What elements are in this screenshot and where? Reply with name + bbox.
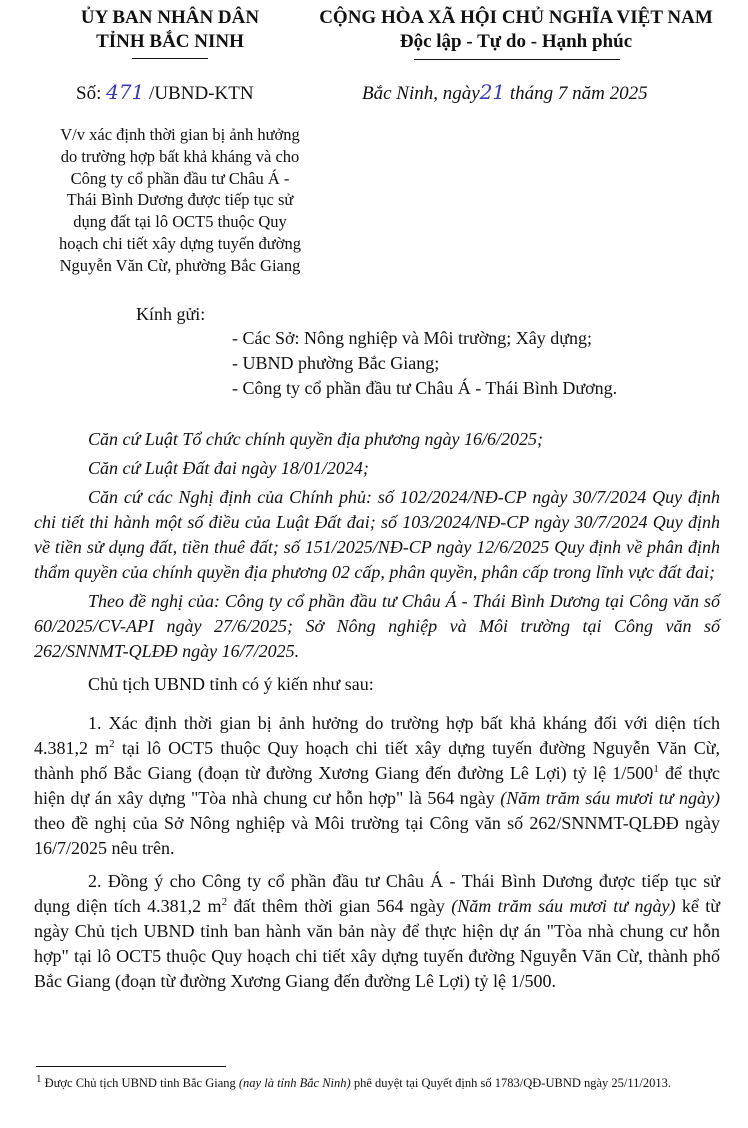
authority-underline — [132, 58, 208, 59]
item-2-text: kể từ ngày Chủ tịch UBND tỉnh ban hành văn bản này để thực hiện dự án "Tòa nhà chung cư hỗn hợp" tại lô OCT5 thuộc Quy hoạch chi tiết xây dựng tuyến đường Nguyễn Văn Cừ, thành phố Bắc Giang (đoạn từ đường Xương Giang đến đường Lê Lợi) tỷ lệ 1/500. — [34, 896, 721, 991]
document-date — [362, 80, 648, 105]
intro-paragraph: Chủ tịch UBND tỉnh có ý kiến như sau: — [88, 674, 374, 694]
footnote-text: Được Chủ tịch UBND tỉnh Bắc Giang — [41, 1076, 239, 1090]
date-place: Bắc Ninh, ngày — [362, 83, 480, 104]
subject-line: hoạch chi tiết xây dựng tuyến đường — [59, 233, 301, 253]
item-2-area-superscript: 2 — [221, 896, 228, 908]
subject-block — [36, 124, 324, 277]
legal-basis-4: Theo đề nghị của: Công ty cổ phần đầu tư Châu Á - Thái Bình Dương tại Công văn số 60/2025/CV-API ngày 27/6/2025; Sở Nông nghiệp và Môi trường tại Công văn số 262/SNNMT-QLĐĐ ngày 16/7/2025. — [34, 591, 720, 661]
country-name: CỘNG HÒA XÃ HỘI CHỦ NGHĨA VIỆT NAM — [319, 7, 713, 28]
subject-line: V/v xác định thời gian bị ảnh hưởng — [60, 125, 300, 144]
recipient-item: - UBND phường Bắc Giang; — [232, 353, 440, 373]
item-1-area-superscript: 2 — [109, 738, 115, 750]
recipients-label: Kính gửi: — [136, 304, 206, 324]
national-motto — [296, 6, 736, 54]
item-2-italic: (Năm trăm sáu mươi tư ngày) — [451, 896, 676, 916]
footnote-reference: 1 — [653, 763, 659, 775]
number-suffix: /UBND-KTN — [149, 83, 254, 104]
document-number — [76, 80, 254, 105]
motto: Độc lập - Tự do - Hạnh phúc — [399, 31, 633, 52]
item-1-text: để thực hiện dự án xây dựng "Tòa nhà chung cư hỗn hợp" là 564 ngày — [34, 763, 720, 808]
recipient-item: - Công ty cổ phần đầu tư Châu Á - Thái Bình Dương. — [232, 378, 618, 398]
item-1-text: theo đề nghị của Sở Nông nghiệp và Môi trường tại Công văn số 262/SNNMT-QLĐĐ ngày 16/7/2025 nêu trên. — [34, 813, 720, 858]
recipients-list — [232, 326, 712, 401]
footnote-text: phê duyệt tại Quyết định số 1783/QĐ-UBND ngày 25/11/2013. — [350, 1076, 672, 1090]
authority-line-2: TỈNH BẮC NINH — [96, 31, 244, 52]
footnote-italic: (nay là tỉnh Bắc Ninh) — [238, 1076, 351, 1090]
item-1-italic: (Năm trăm sáu mươi tư ngày) — [500, 788, 720, 808]
legal-basis-1: Căn cứ Luật Tổ chức chính quyền địa phương ngày 16/6/2025; — [88, 429, 544, 449]
subject-line: Nguyễn Văn Cừ, phường Bắc Giang — [59, 255, 301, 275]
legal-basis-3: Căn cứ các Nghị định của Chính phủ: số 102/2024/NĐ-CP ngày 30/7/2024 Quy định chi tiết thi hành một số điều của Luật Đất đai; số 103/2024/NĐ-CP ngày 30/7/2024 Quy định về tiền sử dụng đất, tiền thuê đất; số 151/2025/NĐ-CP ngày 12/6/2025 Quy định về phân định thẩm quyền của chính quyền địa phương 02 cấp, phân quyền, phân cấp trong lĩnh vực đất đai; — [34, 487, 720, 582]
issuing-authority — [60, 6, 280, 54]
recipient-item: - Các Sở: Nông nghiệp và Môi trường; Xây dựng; — [232, 328, 593, 348]
authority-line-1: ỦY BAN NHÂN DÂN — [80, 7, 260, 28]
item-2-text: 2. Đồng ý cho Công ty cổ phần đầu tư Châu Á - Thái Bình Dương được tiếp tục sử dụng diện tích 4.381,2 m — [34, 871, 720, 916]
footnote-separator — [36, 1066, 226, 1067]
item-1 — [34, 711, 720, 861]
item-1-text: 1. Xác định thời gian bị ảnh hưởng do trường hợp bất khả kháng đối với diện tích 4.381,2 m — [34, 713, 720, 758]
handwritten-number: 471 — [106, 80, 145, 104]
date-month-year: tháng 7 năm 2025 — [509, 83, 648, 104]
motto-underline — [414, 59, 620, 60]
number-prefix: Số: — [76, 83, 102, 104]
item-1-text: tại lô OCT5 thuộc Quy hoạch chi tiết xây dựng tuyến đường Nguyễn Văn Cừ, thành phố Bắc Giang (đoạn từ đường Xương Giang đến đường Lê Lợi) tỷ lệ 1/500 — [34, 738, 720, 783]
document-body — [34, 427, 720, 994]
item-2-text: đất thêm thời gian 564 ngày — [227, 896, 452, 916]
subject-line: Thái Bình Dương được tiếp tục sử — [66, 190, 294, 210]
item-2 — [34, 869, 720, 994]
footnote — [36, 1074, 726, 1092]
subject-line: do trường hợp bất khả kháng và cho — [60, 146, 300, 166]
handwritten-day: 21 — [479, 80, 506, 104]
footnote-mark: 1 — [36, 1072, 42, 1085]
subject-line: dụng đất tại lô OCT5 thuộc Quy — [73, 212, 287, 232]
legal-basis-2: Căn cứ Luật Đất đai ngày 18/01/2024; — [88, 458, 369, 478]
subject-line: Công ty cổ phần đầu tư Châu Á - — [70, 168, 290, 188]
